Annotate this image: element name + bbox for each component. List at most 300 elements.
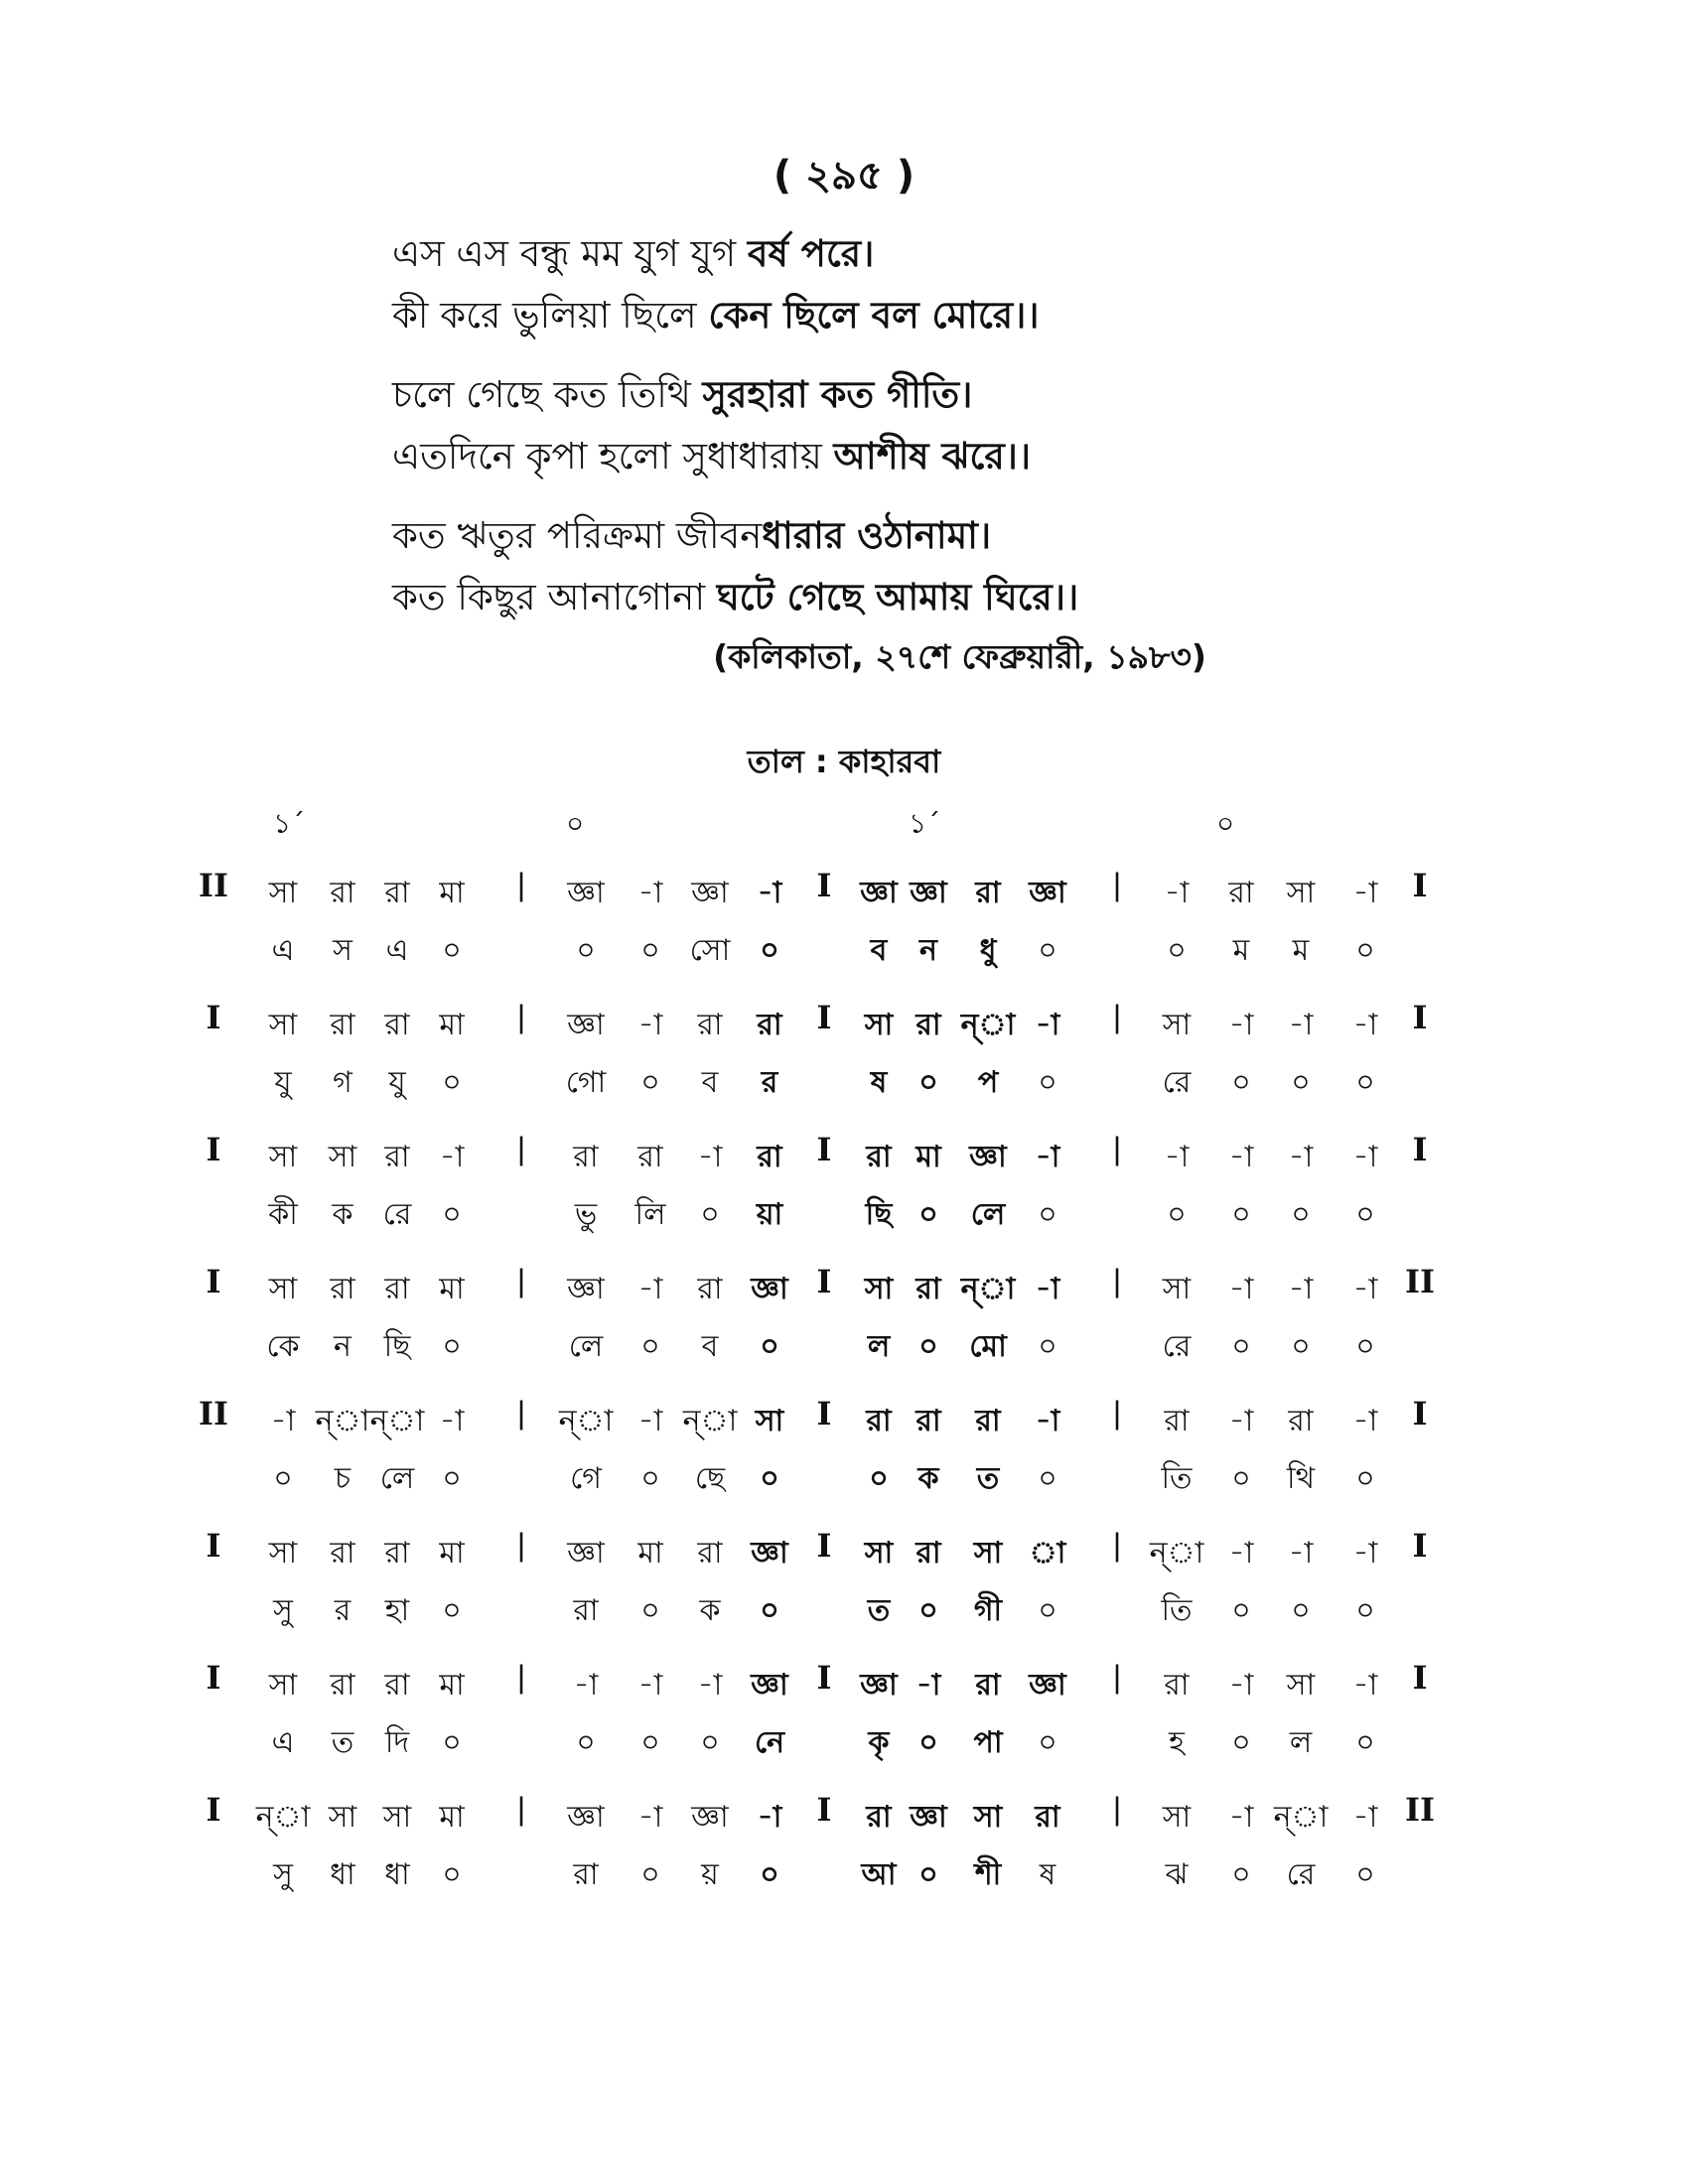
swara-note: -া (697, 1668, 723, 1703)
swara-note: সা (864, 1008, 894, 1042)
beat-divider: | (1112, 867, 1122, 902)
lyric-syllable: ব (701, 1329, 719, 1364)
swara-note: জ্ঞা (691, 876, 729, 910)
lyric-syllable: ০ (1038, 1197, 1057, 1232)
lyric-syllable: র (334, 1593, 352, 1628)
lyric-syllable: আ (861, 1857, 897, 1892)
swara-note: রা (975, 1404, 1001, 1438)
swara-note: মা (439, 876, 465, 910)
lyric-syllable: নে (754, 1725, 785, 1760)
section-barline: I (1412, 1527, 1428, 1565)
swara-note: জ্ঞা (751, 1272, 788, 1306)
lyric-syllable: ০ (760, 933, 779, 968)
section-barline: I (206, 1131, 221, 1168)
lyric-syllable: পা (973, 1725, 1003, 1760)
tala-heading: তাল : কাহারবা (747, 743, 941, 780)
swara-note: -া (1352, 1008, 1378, 1042)
swara-note: সা (268, 876, 298, 910)
lyric-syllable: ম (1232, 933, 1250, 968)
lyric-syllable: ০ (1231, 1197, 1251, 1232)
lyric-syllable: ত (976, 1461, 1000, 1496)
swara-note: রা (384, 1536, 410, 1570)
lyric-syllable: ০ (1355, 1725, 1375, 1760)
beat-divider: | (516, 1527, 526, 1563)
section-barline: II (199, 1395, 228, 1433)
swara-note: -া (1228, 1272, 1254, 1306)
beat-divider: | (516, 1395, 526, 1431)
swara-note: জ্ঞা (1029, 1668, 1066, 1703)
lyric-syllable: রা (573, 1593, 599, 1628)
lyric-syllable: ০ (442, 1857, 462, 1892)
swara-note: জ্ঞা (691, 1800, 729, 1835)
swara-note: সা (864, 1536, 894, 1570)
swara-note: -া (1228, 1404, 1254, 1438)
lyric-syllable: প (977, 1065, 999, 1100)
lyric-syllable: ০ (273, 1461, 293, 1496)
swara-note: জ্ঞা (567, 876, 605, 910)
beat-divider: | (516, 1659, 526, 1695)
swara-note: রা (330, 1668, 355, 1703)
swara-note: মা (439, 1668, 465, 1703)
beat-divider: | (516, 1131, 526, 1166)
swara-note: রা (697, 1536, 723, 1570)
verse-text: কত কিছুর আনাগোনা (392, 576, 717, 618)
lyric-syllable: ছি (383, 1329, 411, 1364)
swara-note: রা (1164, 1404, 1190, 1438)
swara-note: -া (1164, 876, 1190, 910)
lyric-syllable: ধা (384, 1857, 410, 1892)
swara-note: ন্া (255, 1800, 311, 1835)
swara-note: জ্ঞা (751, 1668, 788, 1703)
lyric-syllable: রে (382, 1197, 412, 1232)
beat-divider: | (1112, 1263, 1122, 1298)
lyric-syllable: ০ (1038, 1329, 1057, 1364)
swara-note: সা (864, 1272, 894, 1306)
section-barline: I (1412, 1395, 1428, 1433)
lyric-syllable: ০ (1231, 1725, 1251, 1760)
lyric-syllable: ০ (1167, 933, 1187, 968)
swara-note: -া (573, 1668, 599, 1703)
swara-note: -া (1352, 876, 1378, 910)
composition-place-date: (কলিকাতা, ২৭শে ফেব্রুয়ারী, ১৯৮৩) (713, 637, 1206, 676)
lyric-syllable: ব (870, 933, 888, 968)
swara-note: রা (975, 1668, 1001, 1703)
swara-note: মা (637, 1536, 663, 1570)
beat-divider: | (516, 1791, 526, 1827)
lyric-syllable: ০ (1355, 1197, 1375, 1232)
lyric-syllable: ০ (442, 1461, 462, 1496)
lyric-syllable: ম (1292, 933, 1310, 968)
swara-note: -া (757, 876, 782, 910)
swara-note: -া (1288, 1536, 1314, 1570)
lyric-syllable: ০ (1231, 1329, 1251, 1364)
swara-note: সা (1162, 1800, 1192, 1835)
swara-note: রা (384, 1008, 410, 1042)
swara-note: ন্া (369, 1404, 425, 1438)
lyric-syllable: ০ (869, 1461, 889, 1496)
swara-note: -া (1035, 1008, 1060, 1042)
swara-note: রা (330, 876, 355, 910)
lyric-syllable: গী (973, 1593, 1003, 1628)
lyric-syllable: লে (379, 1461, 415, 1496)
lyric-syllable: ০ (1038, 1725, 1057, 1760)
swara-note: -া (1228, 1140, 1254, 1174)
swara-note: -া (1352, 1140, 1378, 1174)
lyric-syllable: ০ (442, 933, 462, 968)
swara-note: সা (973, 1536, 1003, 1570)
beat-divider: | (1112, 1659, 1122, 1695)
lyric-syllable: দি (384, 1725, 410, 1760)
swara-note: সা (328, 1140, 357, 1174)
lyric-syllable: ০ (1167, 1197, 1187, 1232)
lyric-syllable: ০ (1231, 1461, 1251, 1496)
swara-note: -া (1352, 1536, 1378, 1570)
section-barline: I (1412, 1659, 1428, 1697)
lyric-syllable: সু (273, 1857, 293, 1892)
swara-note: -া (1288, 1272, 1314, 1306)
lyric-syllable: ০ (442, 1197, 462, 1232)
lyric-syllable: ০ (640, 933, 660, 968)
lyric-syllable: ০ (760, 1593, 779, 1628)
swara-note: ন্া (682, 1404, 738, 1438)
verse-text-bold: সুরহারা কত গীতি। (702, 373, 973, 416)
swara-note: রা (1035, 1800, 1060, 1835)
swara-note: া (1029, 1536, 1066, 1570)
lyric-syllable: ০ (576, 1725, 596, 1760)
swara-note: মা (439, 1536, 465, 1570)
lyric-syllable: ০ (700, 1197, 720, 1232)
section-barline: II (1405, 1263, 1435, 1300)
section-barline: I (816, 1131, 832, 1168)
swara-note: -া (1352, 1272, 1378, 1306)
swara-note: -া (1035, 1140, 1060, 1174)
swara-note: ন্া (960, 1008, 1016, 1042)
section-barline: I (816, 1659, 832, 1697)
swara-note: জ্ঞা (567, 1536, 605, 1570)
swara-note: রা (915, 1536, 941, 1570)
swara-note: সা (268, 1008, 298, 1042)
swara-note: রা (330, 1008, 355, 1042)
swara-note: জ্ঞা (751, 1536, 788, 1570)
swara-note: সা (1162, 1008, 1192, 1042)
lyric-syllable: ০ (640, 1461, 660, 1496)
lyric-syllable: ০ (1231, 1593, 1251, 1628)
verse-text: এতদিনে কৃপা হলো সুধাধারায় (392, 435, 834, 478)
beat-divider: | (516, 1263, 526, 1298)
swara-note: রা (330, 1272, 355, 1306)
section-barline: I (816, 1263, 832, 1300)
swara-note: -া (1352, 1404, 1378, 1438)
lyric-syllable: ০ (1231, 1857, 1251, 1892)
swara-note: -া (757, 1800, 782, 1835)
swara-note: -া (1352, 1800, 1378, 1835)
lyric-syllable: ০ (1038, 1461, 1057, 1496)
lyric-syllable: লি (634, 1197, 666, 1232)
swara-note: -া (1228, 1536, 1254, 1570)
verse-text-bold: আশীষ ঝরে।। (833, 435, 1032, 478)
lyric-syllable: গো (565, 1065, 607, 1100)
lyric-syllable: ষ (870, 1065, 888, 1100)
swara-note: সা (1286, 876, 1316, 910)
lyric-syllable: ব (701, 1065, 719, 1100)
swara-note: -া (637, 1008, 663, 1042)
lyric-syllable: ০ (700, 1725, 720, 1760)
section-barline: I (206, 1659, 221, 1697)
swara-note: রা (384, 1272, 410, 1306)
swara-note: সা (268, 1140, 298, 1174)
lyric-syllable: ধু (979, 933, 997, 968)
swara-note: -া (697, 1140, 723, 1174)
swara-note: সা (755, 1404, 784, 1438)
swara-note: -া (1035, 1272, 1060, 1306)
swara-note: রা (915, 1272, 941, 1306)
lyric-syllable: ০ (1355, 1065, 1375, 1100)
lyric-syllable: ০ (1291, 1593, 1311, 1628)
section-barline: I (1412, 999, 1428, 1036)
verse-text: কত ঋতুর পরিক্রমা জীবন (392, 514, 763, 557)
lyric-syllable: সু (273, 1593, 293, 1628)
swara-note: -া (1228, 1800, 1254, 1835)
swara-note: রা (637, 1140, 663, 1174)
section-barline: I (1412, 867, 1428, 904)
beat-mark: ১´ (273, 807, 306, 840)
lyric-syllable: ০ (442, 1593, 462, 1628)
lyric-syllable: গ (333, 1065, 352, 1100)
swara-note: মা (439, 1272, 465, 1306)
swara-note: -া (1288, 1140, 1314, 1174)
swara-note: ন্া (1149, 1536, 1204, 1570)
swara-note: -া (637, 1668, 663, 1703)
swara-note: মা (915, 1140, 941, 1174)
lyric-syllable: কে (266, 1329, 300, 1364)
beat-mark: ১´ (909, 807, 941, 840)
swara-note: -া (1228, 1008, 1254, 1042)
lyric-syllable: র (761, 1065, 778, 1100)
swara-note: -া (637, 1404, 663, 1438)
lyric-syllable: ০ (640, 1857, 660, 1892)
swara-note: সা (268, 1536, 298, 1570)
lyric-syllable: শী (974, 1857, 1002, 1892)
lyric-syllable: হ (1169, 1725, 1185, 1760)
song-number: ( ২৯৫ ) (773, 153, 915, 199)
verse-text: কী করে ভুলিয়া ছিলে (392, 294, 709, 337)
section-barline: I (206, 1791, 221, 1829)
swara-note: জ্ঞা (969, 1140, 1007, 1174)
beat-divider: | (1112, 1791, 1122, 1827)
lyric-syllable: ০ (1355, 1329, 1375, 1364)
lyric-syllable: ০ (1231, 1065, 1251, 1100)
lyric-syllable: ০ (640, 1065, 660, 1100)
swara-note: রা (757, 1008, 782, 1042)
beat-mark: ০ (1216, 807, 1235, 840)
lyric-syllable: ০ (442, 1329, 462, 1364)
swara-note: রা (384, 876, 410, 910)
lyric-syllable: সো (689, 933, 731, 968)
swara-note: রা (384, 1140, 410, 1174)
lyric-syllable: হা (384, 1593, 410, 1628)
section-barline: II (199, 867, 228, 904)
swara-note: রা (866, 1140, 892, 1174)
lyric-syllable: রে (1162, 1329, 1192, 1364)
lyric-syllable: ০ (576, 933, 596, 968)
section-barline: I (206, 1527, 221, 1565)
swara-note: সা (268, 1272, 298, 1306)
lyric-syllable: ০ (918, 1329, 938, 1364)
lyric-syllable: রে (1286, 1857, 1316, 1892)
lyric-syllable: এ (271, 1725, 295, 1760)
swara-note: -া (439, 1404, 465, 1438)
lyric-syllable: ০ (1355, 1593, 1375, 1628)
lyric-syllable: এ (271, 933, 295, 968)
swara-note: -া (637, 1272, 663, 1306)
lyric-syllable: ক (332, 1197, 353, 1232)
lyric-syllable: ঝ (1165, 1857, 1189, 1892)
swara-note: ন্া (960, 1272, 1016, 1306)
swara-note: সা (328, 1800, 357, 1835)
lyric-syllable: ছে (694, 1461, 726, 1496)
lyric-syllable: ০ (918, 1857, 938, 1892)
swara-note: রা (1164, 1668, 1190, 1703)
beat-divider: | (1112, 999, 1122, 1034)
swara-note: রা (915, 1404, 941, 1438)
section-barline: I (816, 1527, 832, 1565)
lyric-syllable: যু (388, 1065, 406, 1100)
swara-note: জ্ঞা (860, 1668, 898, 1703)
swara-note: জ্ঞা (567, 1008, 605, 1042)
section-barline: I (816, 867, 832, 904)
swara-note: রা (866, 1404, 892, 1438)
swara-note: -া (637, 1800, 663, 1835)
beat-divider: | (1112, 1395, 1122, 1431)
lyric-syllable: ত (331, 1725, 354, 1760)
lyric-syllable: ০ (640, 1329, 660, 1364)
lyric-syllable: মো (969, 1329, 1007, 1364)
verse-text: এস এস বন্ধু মম যুগ যুগ (392, 232, 748, 275)
swara-note: রা (757, 1140, 782, 1174)
swara-note: -া (637, 876, 663, 910)
swara-note: রা (697, 1008, 723, 1042)
lyric-syllable: যু (274, 1065, 292, 1100)
swara-note: মা (439, 1008, 465, 1042)
lyric-syllable: ০ (1291, 1329, 1311, 1364)
lyric-syllable: ০ (760, 1329, 779, 1364)
verse-text-bold: কেন ছিলে বল মোরে।। (708, 294, 1040, 337)
swara-note: ন্া (558, 1404, 614, 1438)
lyric-syllable: ০ (918, 1593, 938, 1628)
swara-note: জ্ঞা (567, 1800, 605, 1835)
lyric-syllable: ০ (1038, 933, 1057, 968)
lyric-syllable: ০ (1291, 1065, 1311, 1100)
section-barline: I (1412, 1131, 1428, 1168)
lyric-syllable: চ (334, 1461, 352, 1496)
swara-note: রা (1288, 1404, 1314, 1438)
swara-note: -া (1035, 1404, 1060, 1438)
lyric-syllable: ০ (1038, 1593, 1057, 1628)
lyric-syllable: ০ (1291, 1197, 1311, 1232)
lyric-syllable: গে (570, 1461, 602, 1496)
swara-note: জ্ঞা (910, 876, 947, 910)
swara-note: -া (270, 1404, 296, 1438)
swara-note: সা (973, 1800, 1003, 1835)
lyric-syllable: রা (573, 1857, 599, 1892)
swara-note: রা (330, 1536, 355, 1570)
swara-note: জ্ঞা (860, 876, 898, 910)
swara-note: সা (382, 1800, 412, 1835)
swara-note: -া (1352, 1668, 1378, 1703)
lyric-syllable: ক (917, 1461, 939, 1496)
lyric-syllable: থি (1286, 1461, 1315, 1496)
swara-note: সা (1286, 1668, 1316, 1703)
section-barline: I (206, 1263, 221, 1300)
section-barline: I (816, 1395, 832, 1433)
swara-note: জ্ঞা (1029, 876, 1066, 910)
beat-divider: | (1112, 1527, 1122, 1563)
section-barline: I (206, 999, 221, 1036)
lyric-syllable: ০ (918, 1725, 938, 1760)
swara-note: রা (384, 1668, 410, 1703)
swara-note: রা (975, 876, 1001, 910)
lyric-syllable: লে (568, 1329, 604, 1364)
swara-note: রা (915, 1008, 941, 1042)
swara-note: জ্ঞা (910, 1800, 947, 1835)
swara-note: সা (268, 1668, 298, 1703)
swara-note: ন্া (1273, 1800, 1329, 1835)
swara-note: রা (866, 1800, 892, 1835)
section-barline: I (816, 1791, 832, 1829)
lyric-syllable: ল (1289, 1725, 1313, 1760)
lyric-syllable: ০ (1355, 1461, 1375, 1496)
verse-text: চলে গেছে কত তিথি (392, 373, 703, 416)
lyric-syllable: য় (701, 1857, 719, 1892)
lyric-syllable: কী (268, 1197, 298, 1232)
lyric-syllable: কৃ (868, 1725, 890, 1760)
verse-text-bold: বর্ষ পরে। (747, 232, 875, 275)
beat-mark: ০ (566, 807, 585, 840)
lyric-syllable: ত (867, 1593, 891, 1628)
beat-divider: | (516, 999, 526, 1034)
lyric-syllable: ০ (918, 1065, 938, 1100)
beat-divider: | (1112, 1131, 1122, 1166)
verse-text-bold: ধারার ওঠানামা। (762, 514, 992, 557)
lyric-syllable: ০ (760, 1461, 779, 1496)
lyric-syllable: ছি (865, 1197, 893, 1232)
lyric-syllable: ০ (1355, 1857, 1375, 1892)
swara-note: রা (697, 1272, 723, 1306)
swara-note: রা (573, 1140, 599, 1174)
swara-note: মা (439, 1800, 465, 1835)
lyric-syllable: ধা (330, 1857, 355, 1892)
section-barline: II (1405, 1791, 1435, 1829)
lyric-syllable: ন (334, 1329, 352, 1364)
lyric-syllable: লে (970, 1197, 1006, 1232)
lyric-syllable: ০ (442, 1725, 462, 1760)
lyric-syllable: ০ (760, 1857, 779, 1892)
lyric-syllable: এ (385, 933, 409, 968)
swara-note: সা (1162, 1272, 1192, 1306)
lyric-syllable: ০ (1038, 1065, 1057, 1100)
lyric-syllable: ০ (442, 1065, 462, 1100)
lyric-syllable: ষ (1039, 1857, 1056, 1892)
lyric-syllable: স (333, 933, 352, 968)
lyric-syllable: রে (1162, 1065, 1192, 1100)
lyric-syllable: ০ (1355, 933, 1375, 968)
verse-text-bold: ঘটে গেছে আমায় ঘিরে।। (716, 576, 1079, 618)
swara-note: -া (1228, 1668, 1254, 1703)
lyric-syllable: ০ (918, 1197, 938, 1232)
lyric-syllable: ০ (640, 1725, 660, 1760)
swara-note: ন্া (315, 1404, 370, 1438)
beat-divider: | (516, 867, 526, 902)
